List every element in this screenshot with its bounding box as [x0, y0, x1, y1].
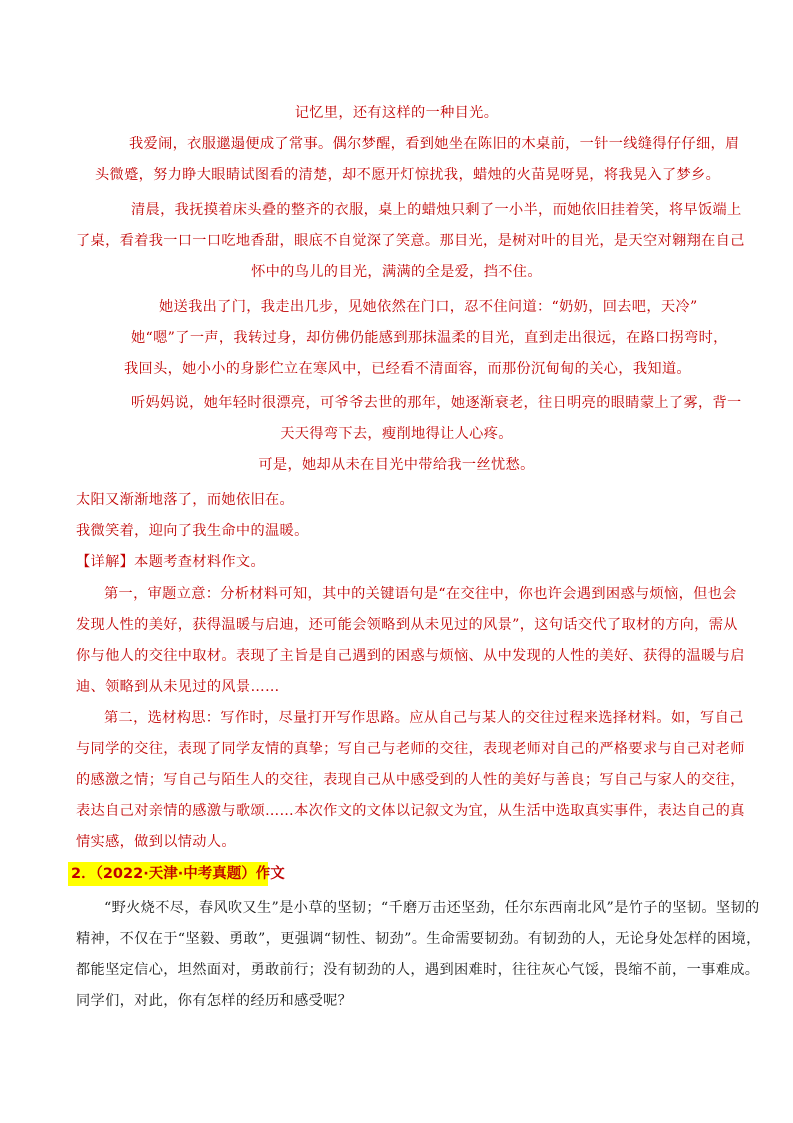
analysis-title: 【详解】本题考查材料作文。	[76, 554, 265, 570]
analysis-line: 发现人性的美好，获得温暖与启迪，还可能会领略到从未见过的风景”，这句话交代了取材的方向，需从	[76, 617, 738, 633]
analysis-line: 情实感，做到以情动人。	[76, 834, 236, 850]
analysis-line: 的感激之情；写自己与陌生人的交往，表现自己从中感受到的人性的美好与善良；写自己与家人的交往，	[76, 772, 745, 788]
analysis-line: 第二，选材构思：写作时，尽量打开写作思路。应从自己与某人的交往过程来选择材料。如，写自己	[104, 710, 744, 726]
essay-line: 清晨，我抚摸着床头叠的整齐的衣服，桌上的蜡烛只剩了一小半，而她依旧挂着笑，将早饭端上	[131, 202, 742, 218]
essay-line: 她送我出了门，我走出几步，见她依然在门口，忍不住问道：“奶奶，回去吧，天冷”	[159, 299, 698, 315]
analysis-line: 迪、领略到从未见过的风景……	[76, 679, 280, 695]
analysis-line: 第一，审题立意：分析材料可知，其中的关键语句是“在交往中，你也许会遇到困惑与烦恼，但也会	[104, 586, 737, 602]
question-line: 同学们，对此，你有怎样的经历和感受呢？	[76, 993, 353, 1009]
essay-line: 我微笑着，迎向了我生命中的温暖。	[76, 523, 309, 539]
question-heading: 2．（2022·天津·中考真题）作文	[71, 866, 285, 882]
analysis-line: 你与他人的交往中取材。表现了主旨是自己遇到的困惑与烦恼、从中发现的人性的美好、获得的温暖与启	[76, 648, 745, 664]
essay-line: 我回头，她小小的身影伫立在寒风中，已经看不清面容，而那份沉甸甸的关心，我知道。	[124, 361, 691, 377]
question-line: “野火烧不尽，春风吹又生”是小草的坚韧；“千磨万击还坚劲，任尔东西南北风”是竹子的坚韧。坚韧的	[104, 900, 760, 916]
question-line: 都能坚定信心，坦然面对，勇敢前行；没有韧劲的人，遇到困难时，往往灰心气馁，畏缩不前，一事难成。	[76, 962, 760, 978]
analysis-line: 与同学的交往，表现了同学友情的真挚；写自己与老师的交往，表现老师对自己的严格要求与自己对老师	[76, 741, 745, 757]
essay-line: 太阳又渐渐地落了，而她依旧在。	[76, 492, 295, 508]
essay-line: 怀中的鸟儿的目光，满满的全是爱，挡不住。	[251, 264, 542, 280]
essay-line: 了桌，看着我一口一口吃地香甜，眼底不自觉深了笑意。那目光，是树对叶的目光，是天空对翱翔在自己	[76, 233, 745, 249]
essay-line: 记忆里，还有这样的一种目光。	[294, 105, 499, 121]
essay-line: 头微蹙，努力睁大眼睛试图看的清楚，却不愿开灯惊扰我，蜡烛的火苗晃呀晃，将我晃入了梦乡。	[95, 167, 721, 183]
question-line: 精神，不仅在于“坚毅、勇敢”，更强调“韧性、韧劲”。生命需要韧劲。有韧劲的人，无论身处怎样的困境，	[76, 931, 761, 947]
essay-line: 可是，她却从未在目光中带给我一丝忧愁。	[258, 457, 535, 473]
analysis-line: 表达自己对亲情的感激与歌颂……本次作文的文体以记叙文为宜，从生活中选取真实事件，表达自己的真	[76, 803, 745, 819]
essay-line: 天天得弯下去，瘦削地得让人心疼。	[280, 426, 513, 442]
essay-line: 听妈妈说，她年轻时很漂亮，可爷爷去世的那年，她逐渐衰老，往日明亮的眼睛蒙上了雾，背一	[131, 395, 742, 411]
essay-line: 我爱闹，衣服邋遢便成了常事。偶尔梦醒，看到她坐在陈旧的木桌前，一针一线缝得仔仔细，眉	[129, 136, 740, 152]
essay-line: 她“嗯”了一声，我转过身，却仿佛仍能感到那抹温柔的目光，直到走出很远，在路口拐弯时，	[131, 330, 728, 346]
